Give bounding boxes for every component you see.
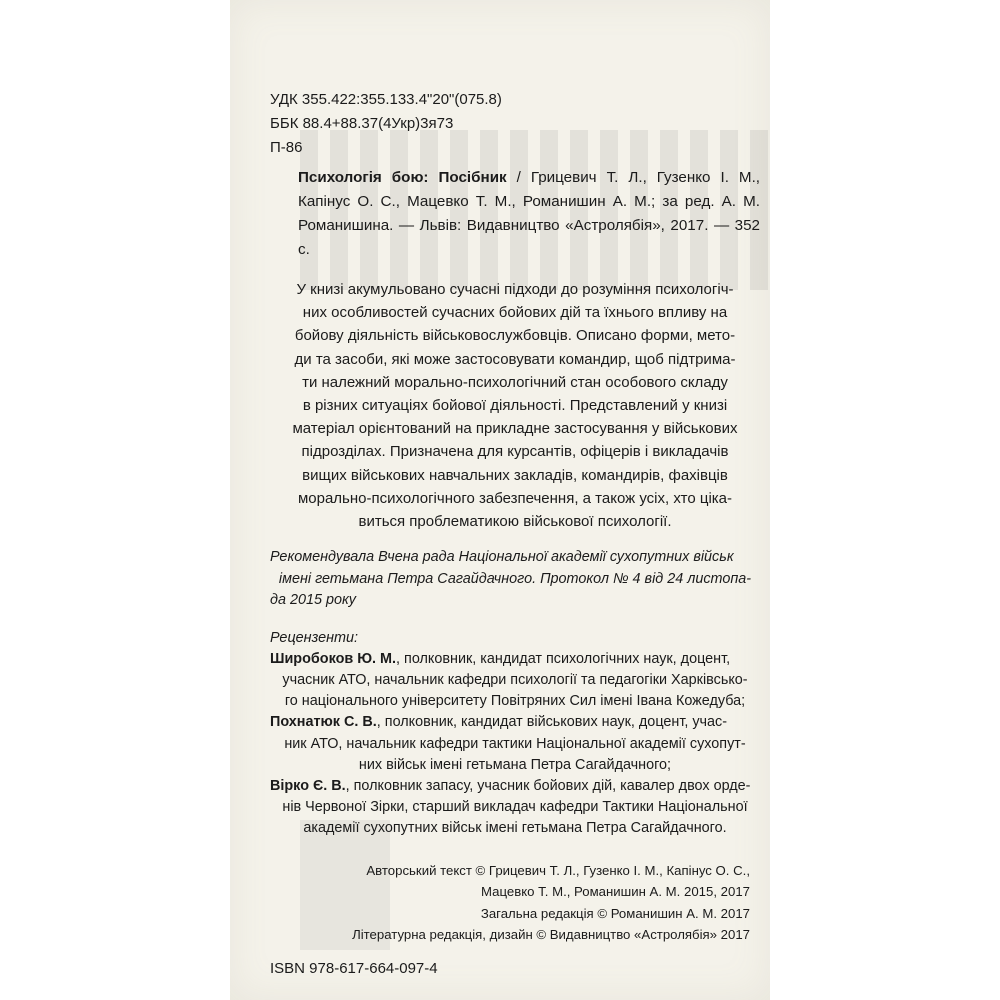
reviewer-details: , полковник запасу, учасник бойових дій, кавалер двох орде- bbox=[345, 777, 751, 794]
reviewer-name: Широбоков Ю. М. bbox=[270, 650, 397, 667]
book-title: Психологія бою: Посібник bbox=[298, 169, 507, 186]
abstract-line: підрозділах. Призначена для курсантів, офіцерів і викладачів bbox=[301, 443, 729, 461]
copyright-line: Авторський текст © Грицевич Т. Л., Гузенко І. М., Капінус О. С., bbox=[366, 862, 750, 878]
abstract-line: вищих військових навчальних закладів, командирів, фахівців bbox=[302, 466, 728, 484]
reviewer-name: Похнатюк С. В. bbox=[270, 714, 377, 731]
reviewer-details: , полковник, кандидат військових наук, доцент, учас- bbox=[376, 714, 728, 731]
abstract-line: ди та засоби, які може застосовувати командир, щоб підтрима- bbox=[294, 350, 736, 368]
copyright-line: Загальна редакція © Романишин А. М. 2017 bbox=[480, 905, 750, 921]
bbk-line: ББК 88.4+88.37(4Укр)3я73 bbox=[270, 115, 454, 132]
bibliographic-details: / Грицевич Т. Л., Гузенко І. М., Капінус О. С., Мацевко Т. М., Романишин А. М.; за ред. А. М. Романишина. — Львів: Видавництво «Астролябія», 2017. — 352 с. bbox=[298, 169, 761, 258]
abstract-line: матеріал орієнтований на прикладне застосування у військових bbox=[292, 420, 738, 438]
reviewer-details: , полковник, кандидат психологічних наук, доцент, bbox=[396, 650, 731, 667]
reviewers-heading: Рецензенти: bbox=[270, 629, 359, 646]
recommendation-line: Рекомендувала Вчена рада Національної академії сухопутних військ bbox=[270, 549, 734, 566]
recommendation-note bbox=[270, 547, 760, 612]
abstract bbox=[270, 278, 760, 533]
recommendation-line: імені гетьмана Петра Сагайдачного. Протокол № 4 від 24 листопа- bbox=[278, 570, 752, 587]
imprint-content bbox=[270, 88, 760, 980]
abstract-line: ти належний морально-психологічний стан особового складу bbox=[302, 373, 728, 391]
copyright-line: Мацевко Т. М., Романишин А. М. 2015, 2017 bbox=[481, 884, 750, 900]
reviewer-line: академії сухопутних військ імені гетьмана Петра Сагайдачного. bbox=[303, 820, 727, 837]
abstract-line: морально-психологічного забезпечення, а також усіх, хто ціка- bbox=[297, 489, 733, 507]
reviewer-name: Вірко Є. В. bbox=[270, 777, 346, 794]
abstract-line: виться проблематикою військової психології. bbox=[358, 513, 672, 531]
copyright-block bbox=[270, 860, 760, 946]
classification-block bbox=[270, 88, 760, 160]
reviewer-entry bbox=[270, 776, 760, 840]
reviewer-line: нів Червоної Зірки, старший викладач кафедри Тактики Національної bbox=[282, 799, 748, 816]
udk-line: УДК 355.422:355.133.4"20"(075.8) bbox=[270, 91, 502, 108]
abstract-line: них особливостей сучасних бойових дій та їхнього впливу на bbox=[302, 304, 728, 322]
recommendation-line: да 2015 року bbox=[270, 592, 356, 609]
reviewer-line: ник АТО, начальник кафедри тактики Національної академії сухопут- bbox=[284, 735, 746, 752]
reviewer-line: го національного університету Повітряних Сил імені Івана Кожедуба; bbox=[284, 693, 746, 710]
reviewer-entry bbox=[270, 649, 760, 713]
reviewer-line: учасник АТО, начальник кафедри психології та педагогіки Харківсько- bbox=[282, 671, 748, 688]
author-mark: П-86 bbox=[270, 139, 303, 156]
book-page bbox=[230, 0, 770, 1000]
abstract-line: в різних ситуаціях бойової діяльності. Представлений у книзі bbox=[302, 397, 728, 415]
abstract-line: бойову діяльність військовослужбовців. Описано форми, мето- bbox=[294, 327, 736, 345]
bibliographic-description bbox=[270, 166, 760, 262]
reviewer-line: них військ імені гетьмана Петра Сагайдачного; bbox=[358, 756, 672, 773]
reviewer-entry bbox=[270, 712, 760, 776]
copyright-line: Літературна редакція, дизайн © Видавництво «Астролябія» 2017 bbox=[352, 927, 750, 943]
abstract-line: У книзі акумульовано сучасні підходи до розуміння психологіч- bbox=[296, 281, 734, 298]
isbn: ISBN 978-617-664-097-4 bbox=[270, 959, 438, 977]
